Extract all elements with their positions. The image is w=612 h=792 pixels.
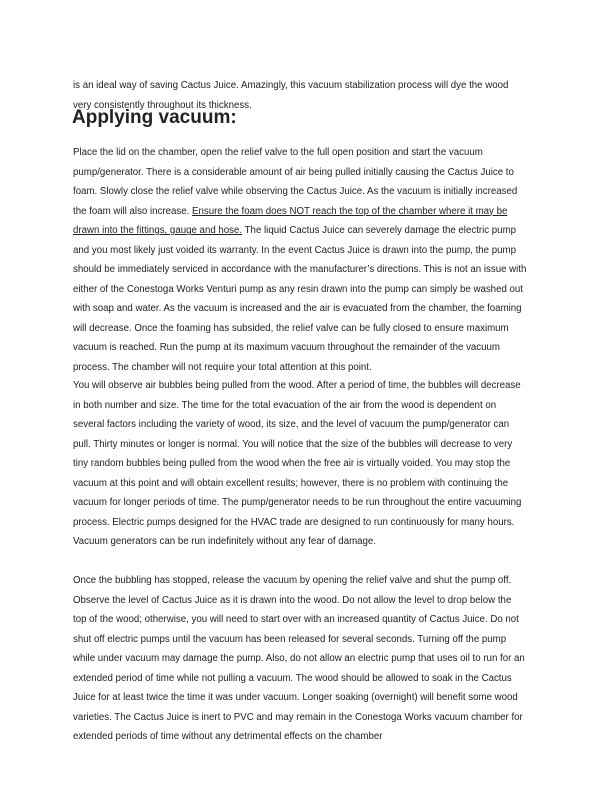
text-line: vacuum at this point and will obtain excellent results; however, there is no problem with continuing the (73, 477, 509, 489)
warning-underlined-text: drawn into the fittings, gauge and hose. (73, 225, 243, 237)
text-line: and you most likely just voided its warranty. In the event Cactus Juice is drawn into the pump, the pump (73, 244, 516, 256)
text-line: pull. Thirty minutes or longer is normal. You will notice that the size of the bubbles will decrease to very (73, 438, 513, 450)
text-line: is an ideal way of saving Cactus Juice. Amazingly, this vacuum stabilization process will dye the wood (73, 80, 509, 91)
text-line: several factors including the variety of wood, its size, and the level of vacuum the pump/generator can (73, 419, 510, 431)
text-line: You will observe air bubbles being pulled from the wood. After a period of time, the bubbles will decrease (73, 380, 521, 391)
text-line: very consistently throughout its thickness. (73, 99, 252, 111)
text-line (73, 221, 545, 241)
text-line: tiny random bubbles being pulled from the wood when the free air is virtually voided. You may stop the (73, 458, 511, 470)
text-line: varieties. The Cactus Juice is inert to PVC and may remain in the Conestoga Works vacuum chamber for (73, 711, 523, 723)
text-line: in both number and size. The time for the total evacuation of the air from the wood is dependent on (73, 399, 497, 411)
text-line: extended periods of time without any detrimental effects on the chamber (73, 731, 383, 743)
text-line: process. Electric pumps designed for the HVAC trade are designed to run continuously for many hours. (73, 516, 515, 528)
text-line: with soap and water. As the vacuum is increased and the air is evacuated from the chamber, the foaming (73, 303, 522, 315)
text-line: Vacuum generators can be run indefinitely without any fear of damage. (73, 536, 377, 548)
text-line: Place the lid on the chamber, open the relief valve to the full open position and start the vacuum (73, 147, 483, 158)
text-line: Observe the level of Cactus Juice as it is drawn into the wood. Do not allow the level to drop below the (73, 594, 512, 606)
text-line: Once the bubbling has stopped, release the vacuum by opening the relief valve and shut the pump off. (73, 575, 512, 586)
text-line: pump/generator. There is a considerable amount of air being pulled initially causing the Cactus Juice to (73, 166, 514, 178)
paragraph-release-vacuum (73, 571, 545, 747)
section-heading: Applying vacuum: (72, 107, 237, 128)
text-line: process. The chamber will not require your total attention at this point. (73, 362, 372, 374)
text-line: Juice for at least twice the time it was under vacuum. Longer soaking (overnight) will benefit some wood (73, 692, 518, 704)
text-line: should be immediately serviced in accordance with the manufacturer’s directions. This is not an issue with (73, 264, 527, 276)
text-line: vacuum for longer periods of time. The pump/generator needs to be run throughout the entire vacuuming (73, 497, 522, 509)
text-line: while under vacuum may damage the pump. Also, do not allow an electric pump that uses oil to run for an (73, 653, 525, 665)
text-line: shut off electric pumps until the vacuum has been released for several seconds. Turning off the pump (73, 633, 507, 645)
text-line: extended period of time while not pulling a vacuum. The wood should be allowed to soak in the Cactus (73, 672, 512, 684)
text-line: either of the Conestoga Works Venturi pump as any resin drawn into the pump can simply be washed out (73, 283, 523, 295)
text-line: vacuum is reached. Run the pump at its maximum vacuum throughout the remainder of the vacuum (73, 342, 500, 354)
paragraph-air-bubbles (73, 376, 545, 552)
text-run: the foam will also increase. (73, 205, 192, 217)
paragraph-applying-vacuum (73, 143, 545, 378)
text-line: top of the wood; otherwise, you will need to start over with an increased quantity of Cactus Juice. Do not (73, 614, 519, 626)
text-line: will decrease. Once the foaming has subsided, the relief valve can be fully closed to ensure maximum (73, 322, 509, 334)
text-line (73, 202, 545, 222)
text-line: foam. Slowly close the relief valve while observing the Cactus Juice. As the vacuum is initially increased (73, 186, 518, 198)
warning-underlined-text: Ensure the foam does NOT reach the top of the chamber where it may be (192, 205, 508, 217)
text-run: The liquid Cactus Juice can severely damage the electric pump (242, 225, 517, 237)
